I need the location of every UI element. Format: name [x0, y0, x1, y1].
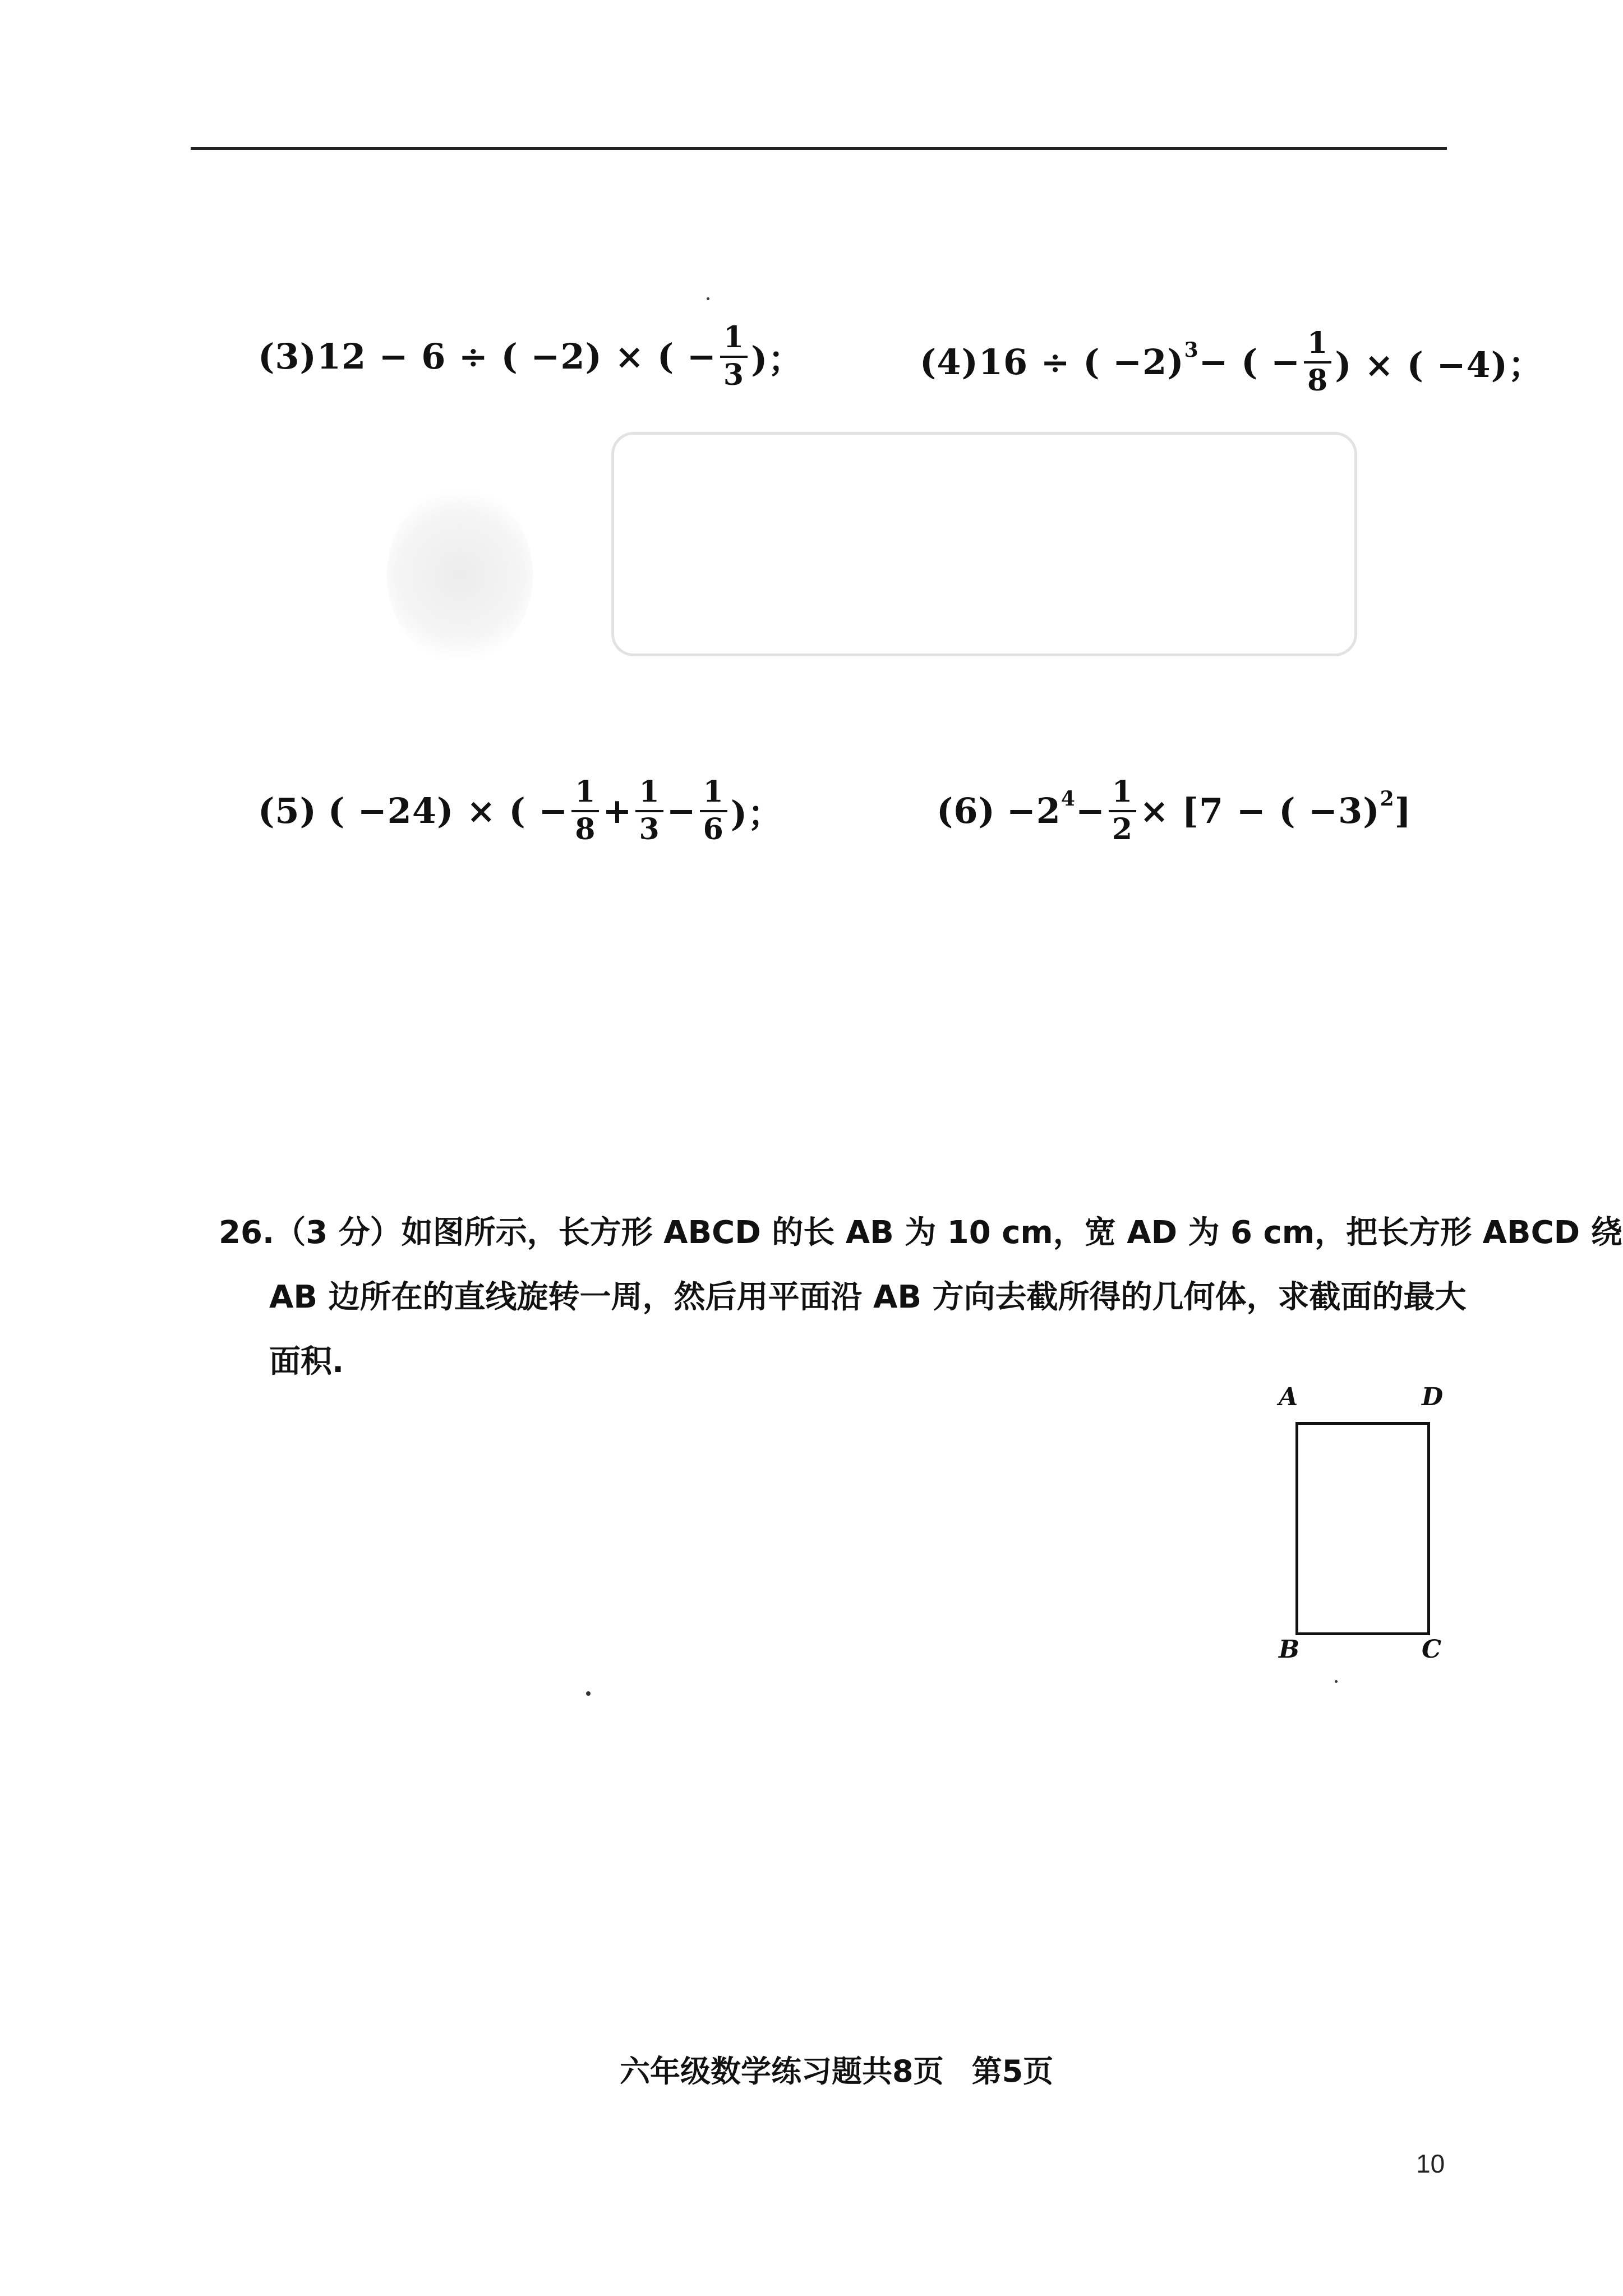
- fraction-numerator: 1: [720, 323, 748, 358]
- fraction: [635, 777, 663, 845]
- expression-5-label: (5): [258, 790, 317, 832]
- expression-6-end: ]: [1394, 790, 1412, 832]
- footer-current-page: 第5页: [971, 2054, 1054, 2089]
- fraction: [700, 777, 727, 845]
- expression-3: [258, 320, 804, 392]
- fraction-denominator: 3: [639, 812, 660, 846]
- expression-5-body: ( −24) × ( −: [328, 790, 569, 832]
- problem-26-line-2: AB 边所在的直线旋转一周，然后用平面沿 AB 方向去截所得的几何体，求截面的最大: [269, 1279, 1467, 1315]
- fraction: [720, 320, 748, 392]
- expression-3-body: 12 − 6 ÷ ( −2) × ( −: [316, 336, 717, 378]
- vertex-label-a: A: [1279, 1383, 1298, 1411]
- problem-26-line-3: 面积.: [269, 1343, 344, 1380]
- vertex-label-d: D: [1422, 1383, 1444, 1411]
- fraction-denominator: 8: [1307, 363, 1329, 398]
- fraction-denominator: 2: [1112, 812, 1133, 846]
- fraction-numerator: 1: [700, 777, 727, 812]
- expression-6: [937, 777, 1412, 845]
- operator: −: [666, 790, 697, 832]
- exponent: 3: [1184, 338, 1199, 362]
- expression-4-mid: − ( −: [1198, 342, 1301, 383]
- fraction-numerator: 1: [635, 777, 663, 812]
- expression-4: [920, 328, 1543, 396]
- page-footer: [620, 2047, 1081, 2091]
- expression-6-bracket: × [7 − ( −3): [1140, 790, 1380, 832]
- operator: +: [602, 790, 633, 832]
- vertex-label-c: C: [1422, 1635, 1442, 1664]
- expression-4-label: (4): [920, 342, 979, 383]
- scan-speck: [707, 297, 709, 300]
- expression-6-label: (6): [937, 790, 995, 832]
- page-number: 10: [1416, 2149, 1445, 2178]
- faded-stamp-box: [611, 432, 1357, 656]
- fraction: [1304, 328, 1331, 396]
- fraction-numerator: 1: [1109, 777, 1136, 812]
- vertex-label-b: B: [1279, 1635, 1300, 1664]
- fraction-denominator: 8: [575, 812, 596, 846]
- expression-5-end: )；: [730, 793, 783, 835]
- problem-26-line-1: 26.（3 分）如图所示，长方形 ABCD 的长 AB 为 10 cm，宽 AD 为 6 cm，把长方形 ABCD 绕: [219, 1214, 1622, 1251]
- fraction-denominator: 3: [723, 357, 744, 392]
- expression-5: [258, 777, 783, 845]
- fraction: [1109, 777, 1136, 845]
- scan-speck: [1335, 1680, 1338, 1683]
- fingerprint-smudge: [387, 488, 533, 662]
- expression-3-label: (3): [258, 336, 317, 378]
- expression-6-mid: −: [1075, 790, 1105, 832]
- rectangle-abcd: [1295, 1422, 1430, 1635]
- scan-speck: [586, 1691, 591, 1696]
- expression-6-body: −2: [1006, 790, 1061, 832]
- header-rule: [191, 147, 1447, 150]
- fraction-numerator: 1: [571, 777, 599, 812]
- footer-total-pages: 六年级数学练习题共8页: [620, 2054, 944, 2089]
- fraction-denominator: 6: [703, 812, 724, 846]
- exponent: 2: [1380, 786, 1395, 811]
- expression-4-end: ) × ( −4)；: [1335, 344, 1544, 386]
- exponent: 4: [1061, 786, 1076, 811]
- fraction-numerator: 1: [1304, 328, 1331, 364]
- fraction: [571, 777, 599, 845]
- expression-3-end: )；: [751, 339, 804, 380]
- expression-4-body: 16 ÷ ( −2): [978, 342, 1184, 383]
